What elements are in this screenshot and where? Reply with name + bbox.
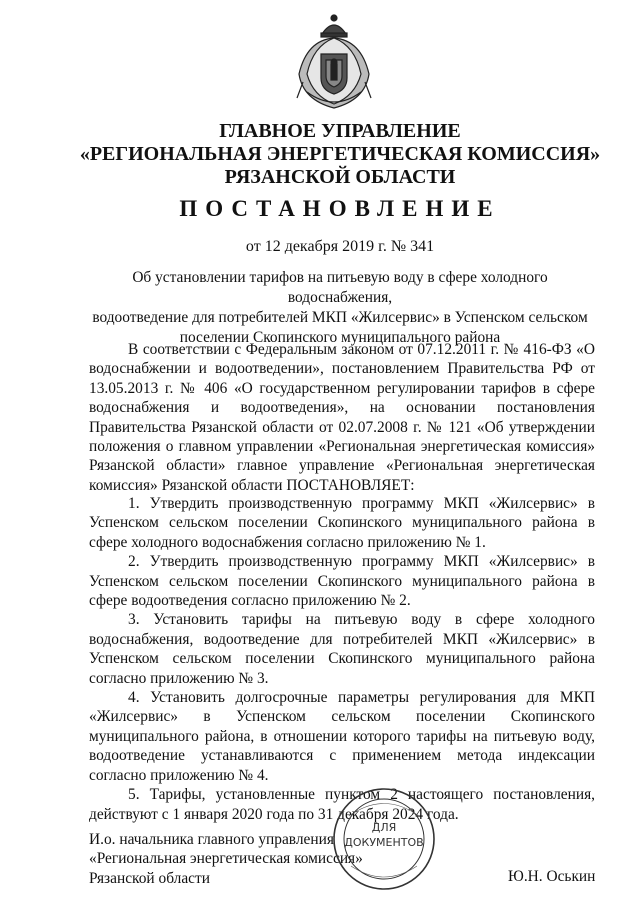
item-paragraph: 2. Утвердить производственную программу МКП «Жилсервис» в Успенском сельском поселении Скопинского муниципального района в сфере водоотведения согласно приложению № 2. <box>89 553 595 610</box>
signatory-line-1: И.о. начальника главного управления <box>89 831 334 848</box>
header-line-1: ГЛАВНОЕ УПРАВЛЕНИЕ <box>219 120 461 142</box>
signatory-title <box>89 830 363 888</box>
document-type-title: ПОСТАНОВЛЕНИЕ <box>179 196 501 221</box>
items-list <box>89 494 595 824</box>
subject-line-1: Об установлении тарифов на питьевую воду в сфере холодного водоснабжения, <box>132 269 548 306</box>
item-paragraph: 5. Тарифы, установленные пунктом 2 настоящего постановления, действуют с 1 января 2020 года по 31 декабря 2024 года. <box>89 786 595 823</box>
signatory-line-2: «Региональная энергетическая комиссия» <box>89 850 363 868</box>
stamp-line-2: ДОКУМЕНТОВ <box>344 836 424 849</box>
official-stamp <box>329 786 439 892</box>
header-line-3: РЯЗАНСКОЙ ОБЛАСТИ <box>224 166 456 188</box>
stamp-line-1: ДЛЯ <box>371 821 397 834</box>
preamble-paragraph: В соответствии с Федеральным законом от 07.12.2011 г. № 416-ФЗ «О водоснабжении и водоотведении», постановлением Правительства РФ от 13.05.2013 г. № 406 «О государственном регулировании тарифов в сфере водоснабжения и водоотведения», на основании постановления Правительства Рязанской области от 02.07.2008 г. № 121 «Об утверждении положения о главном управлении «Региональная энергетическая комиссия» Рязанской области» главное управление «Региональная энергетическая комиссия» Рязанской области ПОСТАНОВЛЯЕТ: <box>89 341 595 494</box>
subject-block <box>80 268 600 348</box>
date-number: от 12 декабря 2019 г. № 341 <box>245 238 435 255</box>
subject-line-2: водоотведение для потребителей МКП «Жилсервис» в Успенском сельском <box>92 309 588 326</box>
item-paragraph: 4. Установить долгосрочные параметры регулирования для МКП «Жилсервис» в Успенском сельском поселении Скопинского муниципального района, в отношении которого тарифы на питьевую воду, водоотведение устанавливаются с применением метода индексации согласно приложению № 4. <box>89 689 595 784</box>
item-paragraph: 3. Установить тарифы на питьевую воду в сфере холодного водоснабжения, водоотведение для потребителей МКП «Жилсервис» в Успенском сельском поселении Скопинского муниципального района согласно приложению № 3. <box>89 611 595 687</box>
signatory-line-3: Рязанской области <box>89 869 210 887</box>
signatory-name: Ю.Н. Оськин <box>508 868 596 885</box>
preamble-block <box>89 340 595 495</box>
coat-of-arms-emblem <box>293 12 375 112</box>
subject-line-3: поселении Скопинского муниципального района <box>179 329 501 346</box>
item-paragraph: 1. Утвердить производственную программу МКП «Жилсервис» в Успенском сельском поселении Скопинского муниципального района в сфере холодного водоснабжения согласно приложению № 1. <box>89 495 595 551</box>
header-line-2: «РЕГИОНАЛЬНАЯ ЭНЕРГЕТИЧЕСКАЯ КОМИССИЯ» <box>79 143 601 165</box>
